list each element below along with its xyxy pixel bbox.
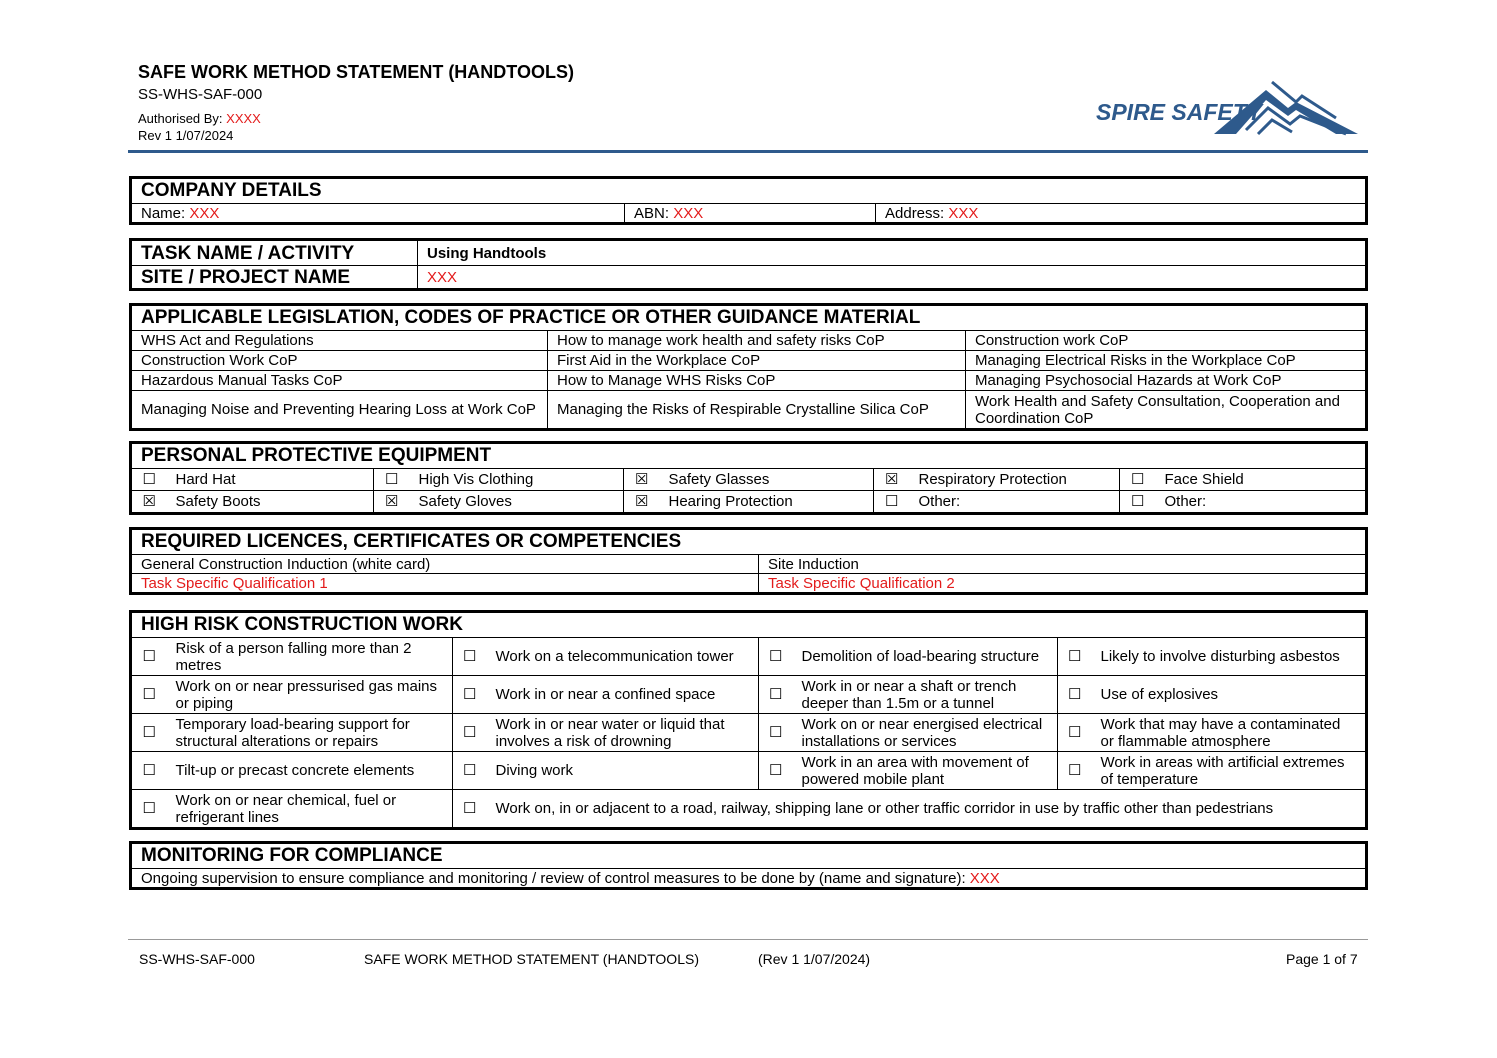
footer-revision: (Rev 1 1/07/2024) — [758, 951, 871, 967]
hrcw-checkbox[interactable]: ☐ — [131, 790, 167, 829]
hrcw-checkbox[interactable]: ☐ — [759, 676, 793, 714]
hrcw-checkbox[interactable]: ☐ — [1058, 638, 1092, 676]
spire-safety-logo — [1096, 78, 1358, 138]
hrcw-checkbox[interactable]: ☐ — [453, 714, 487, 752]
authorised-value: XXXX — [226, 111, 261, 126]
legislation-item: Managing Electrical Risks in the Workplace CoP — [966, 351, 1367, 371]
document-title: SAFE WORK METHOD STATEMENT (HANDTOOLS) — [138, 62, 574, 82]
abn-label: ABN: — [634, 204, 674, 222]
hrcw-checkbox[interactable]: ☐ — [453, 638, 487, 676]
hrcw-item: Temporary load-bearing support for structural alterations or repairs — [167, 714, 453, 752]
monitoring-table — [129, 841, 1368, 890]
name-label: Name: — [141, 204, 190, 222]
hrcw-checkbox[interactable]: ☐ — [131, 638, 167, 676]
company-abn — [625, 204, 876, 224]
hrcw-item: Work in or near a confined space — [487, 676, 759, 714]
footer-title: SAFE WORK METHOD STATEMENT (HANDTOOLS) — [364, 951, 699, 967]
monitoring-text — [131, 869, 1367, 889]
legislation-item: Construction Work CoP — [131, 351, 548, 371]
licences-table — [129, 527, 1368, 595]
other-1-label: Other: — [910, 491, 1120, 514]
hrcw-heading: HIGH RISK CONSTRUCTION WORK — [131, 612, 1367, 638]
safety-gloves-checkbox[interactable]: ☒ — [374, 491, 410, 514]
legislation-item: How to manage work health and safety risks CoP — [548, 331, 966, 351]
site-label: SITE / PROJECT NAME — [131, 266, 418, 290]
hrcw-item: Risk of a person falling more than 2 metres — [167, 638, 453, 676]
hrcw-item: Use of explosives — [1092, 676, 1367, 714]
licence-item: Site Induction — [759, 555, 1367, 574]
task-label: TASK NAME / ACTIVITY — [131, 240, 418, 266]
hrcw-checkbox[interactable]: ☐ — [759, 714, 793, 752]
legislation-heading: APPLICABLE LEGISLATION, CODES OF PRACTICE OR OTHER GUIDANCE MATERIAL — [131, 305, 1367, 331]
address-label: Address: — [885, 204, 949, 222]
hrcw-checkbox[interactable]: ☐ — [453, 752, 487, 790]
task-value: Using Handtools — [418, 240, 1367, 266]
safety-glasses-label: Safety Glasses — [660, 469, 874, 491]
hrcw-checkbox[interactable]: ☐ — [453, 790, 487, 829]
footer-page: Page 1 of 7 — [1286, 951, 1358, 967]
respiratory-protection-checkbox[interactable]: ☒ — [874, 469, 910, 491]
company-address — [876, 204, 1367, 224]
other-1-checkbox[interactable]: ☐ — [874, 491, 910, 514]
licence-item: Task Specific Qualification 1 — [131, 574, 759, 594]
respiratory-protection-label: Respiratory Protection — [910, 469, 1120, 491]
company-details-table — [129, 176, 1368, 225]
face-shield-label: Face Shield — [1156, 469, 1367, 491]
company-name — [131, 204, 625, 224]
monitoring-heading: MONITORING FOR COMPLIANCE — [131, 843, 1367, 869]
hrcw-checkbox[interactable]: ☐ — [759, 752, 793, 790]
legislation-item: Hazardous Manual Tasks CoP — [131, 371, 548, 391]
hrcw-item: Likely to involve disturbing asbestos — [1092, 638, 1367, 676]
footer-rule — [128, 939, 1368, 940]
hrcw-checkbox[interactable]: ☐ — [131, 676, 167, 714]
other-2-checkbox[interactable]: ☐ — [1120, 491, 1156, 514]
legislation-table — [129, 303, 1368, 431]
licence-item: General Construction Induction (white card) — [131, 555, 759, 574]
ppe-table — [129, 441, 1368, 515]
hrcw-item: Work in areas with artificial extremes of temperature — [1092, 752, 1367, 790]
header-rule — [128, 150, 1368, 153]
revision: Rev 1 1/07/2024 — [138, 128, 234, 143]
legislation-item: Work Health and Safety Consultation, Cooperation and Coordination CoP — [966, 391, 1367, 430]
legislation-item: Managing Psychosocial Hazards at Work CoP — [966, 371, 1367, 391]
legislation-item: Managing the Risks of Respirable Crystalline Silica CoP — [548, 391, 966, 430]
licence-item: Task Specific Qualification 2 — [759, 574, 1367, 594]
hrcw-item: Work on or near pressurised gas mains or piping — [167, 676, 453, 714]
hrcw-item: Work that may have a contaminated or flammable atmosphere — [1092, 714, 1367, 752]
hrcw-checkbox[interactable]: ☐ — [1058, 752, 1092, 790]
hrcw-item: Work in or near water or liquid that involves a risk of drowning — [487, 714, 759, 752]
safety-gloves-label: Safety Gloves — [410, 491, 624, 514]
hrcw-checkbox[interactable]: ☐ — [453, 676, 487, 714]
other-2-label: Other: — [1156, 491, 1367, 514]
hrcw-item: Work on or near chemical, fuel or refrigerant lines — [167, 790, 453, 829]
hrcw-item: Work in or near a shaft or trench deeper than 1.5m or a tunnel — [793, 676, 1058, 714]
hrcw-item: Work on a telecommunication tower — [487, 638, 759, 676]
hearing-protection-checkbox[interactable]: ☒ — [624, 491, 660, 514]
abn-value: XXX — [673, 204, 704, 222]
high-vis-label: High Vis Clothing — [410, 469, 624, 491]
legislation-item: How to Manage WHS Risks CoP — [548, 371, 966, 391]
monitoring-value: XXX — [969, 869, 1000, 887]
hrcw-checkbox[interactable]: ☐ — [759, 638, 793, 676]
hrcw-checkbox[interactable]: ☐ — [131, 714, 167, 752]
site-value: XXX — [418, 266, 1367, 290]
hrcw-item: Diving work — [487, 752, 759, 790]
ppe-heading: PERSONAL PROTECTIVE EQUIPMENT — [131, 443, 1367, 469]
safety-glasses-checkbox[interactable]: ☒ — [624, 469, 660, 491]
face-shield-checkbox[interactable]: ☐ — [1120, 469, 1156, 491]
authorised-by — [138, 111, 261, 126]
hard-hat-label: Hard Hat — [167, 469, 374, 491]
document-code: SS-WHS-SAF-000 — [138, 86, 263, 103]
hrcw-item: Tilt-up or precast concrete elements — [167, 752, 453, 790]
hrcw-table — [129, 610, 1368, 830]
hrcw-item: Work on or near energised electrical installations or services — [793, 714, 1058, 752]
address-value: XXX — [948, 204, 979, 222]
hrcw-checkbox[interactable]: ☐ — [1058, 714, 1092, 752]
safety-boots-label: Safety Boots — [167, 491, 374, 514]
legislation-item: WHS Act and Regulations — [131, 331, 548, 351]
monitoring-description: Ongoing supervision to ensure compliance and monitoring / review of control measures to be done by (name and signature): — [141, 869, 970, 887]
task-table — [129, 238, 1368, 291]
legislation-item: First Aid in the Workplace CoP — [548, 351, 966, 371]
hrcw-item: Work in an area with movement of powered mobile plant — [793, 752, 1058, 790]
legislation-item: Managing Noise and Preventing Hearing Loss at Work CoP — [131, 391, 548, 430]
company-heading: COMPANY DETAILS — [131, 178, 1367, 204]
hard-hat-checkbox[interactable]: ☐ — [131, 469, 167, 491]
legislation-item: Construction work CoP — [966, 331, 1367, 351]
safety-boots-checkbox[interactable]: ☒ — [131, 491, 167, 514]
hrcw-item: Demolition of load-bearing structure — [793, 638, 1058, 676]
hrcw-checkbox[interactable]: ☐ — [1058, 676, 1092, 714]
name-value: XXX — [189, 204, 220, 222]
authorised-label: Authorised By: — [138, 111, 227, 126]
licences-heading: REQUIRED LICENCES, CERTIFICATES OR COMPETENCIES — [131, 529, 1367, 555]
hearing-protection-label: Hearing Protection — [660, 491, 874, 514]
hrcw-item: Work on, in or adjacent to a road, railway, shipping lane or other traffic corridor in use by traffic other than pedestrians — [487, 790, 1367, 829]
logo-text: SPIRE SAFETY — [1096, 99, 1263, 125]
footer-code: SS-WHS-SAF-000 — [139, 951, 255, 967]
high-vis-checkbox[interactable]: ☐ — [374, 469, 410, 491]
hrcw-checkbox[interactable]: ☐ — [131, 752, 167, 790]
